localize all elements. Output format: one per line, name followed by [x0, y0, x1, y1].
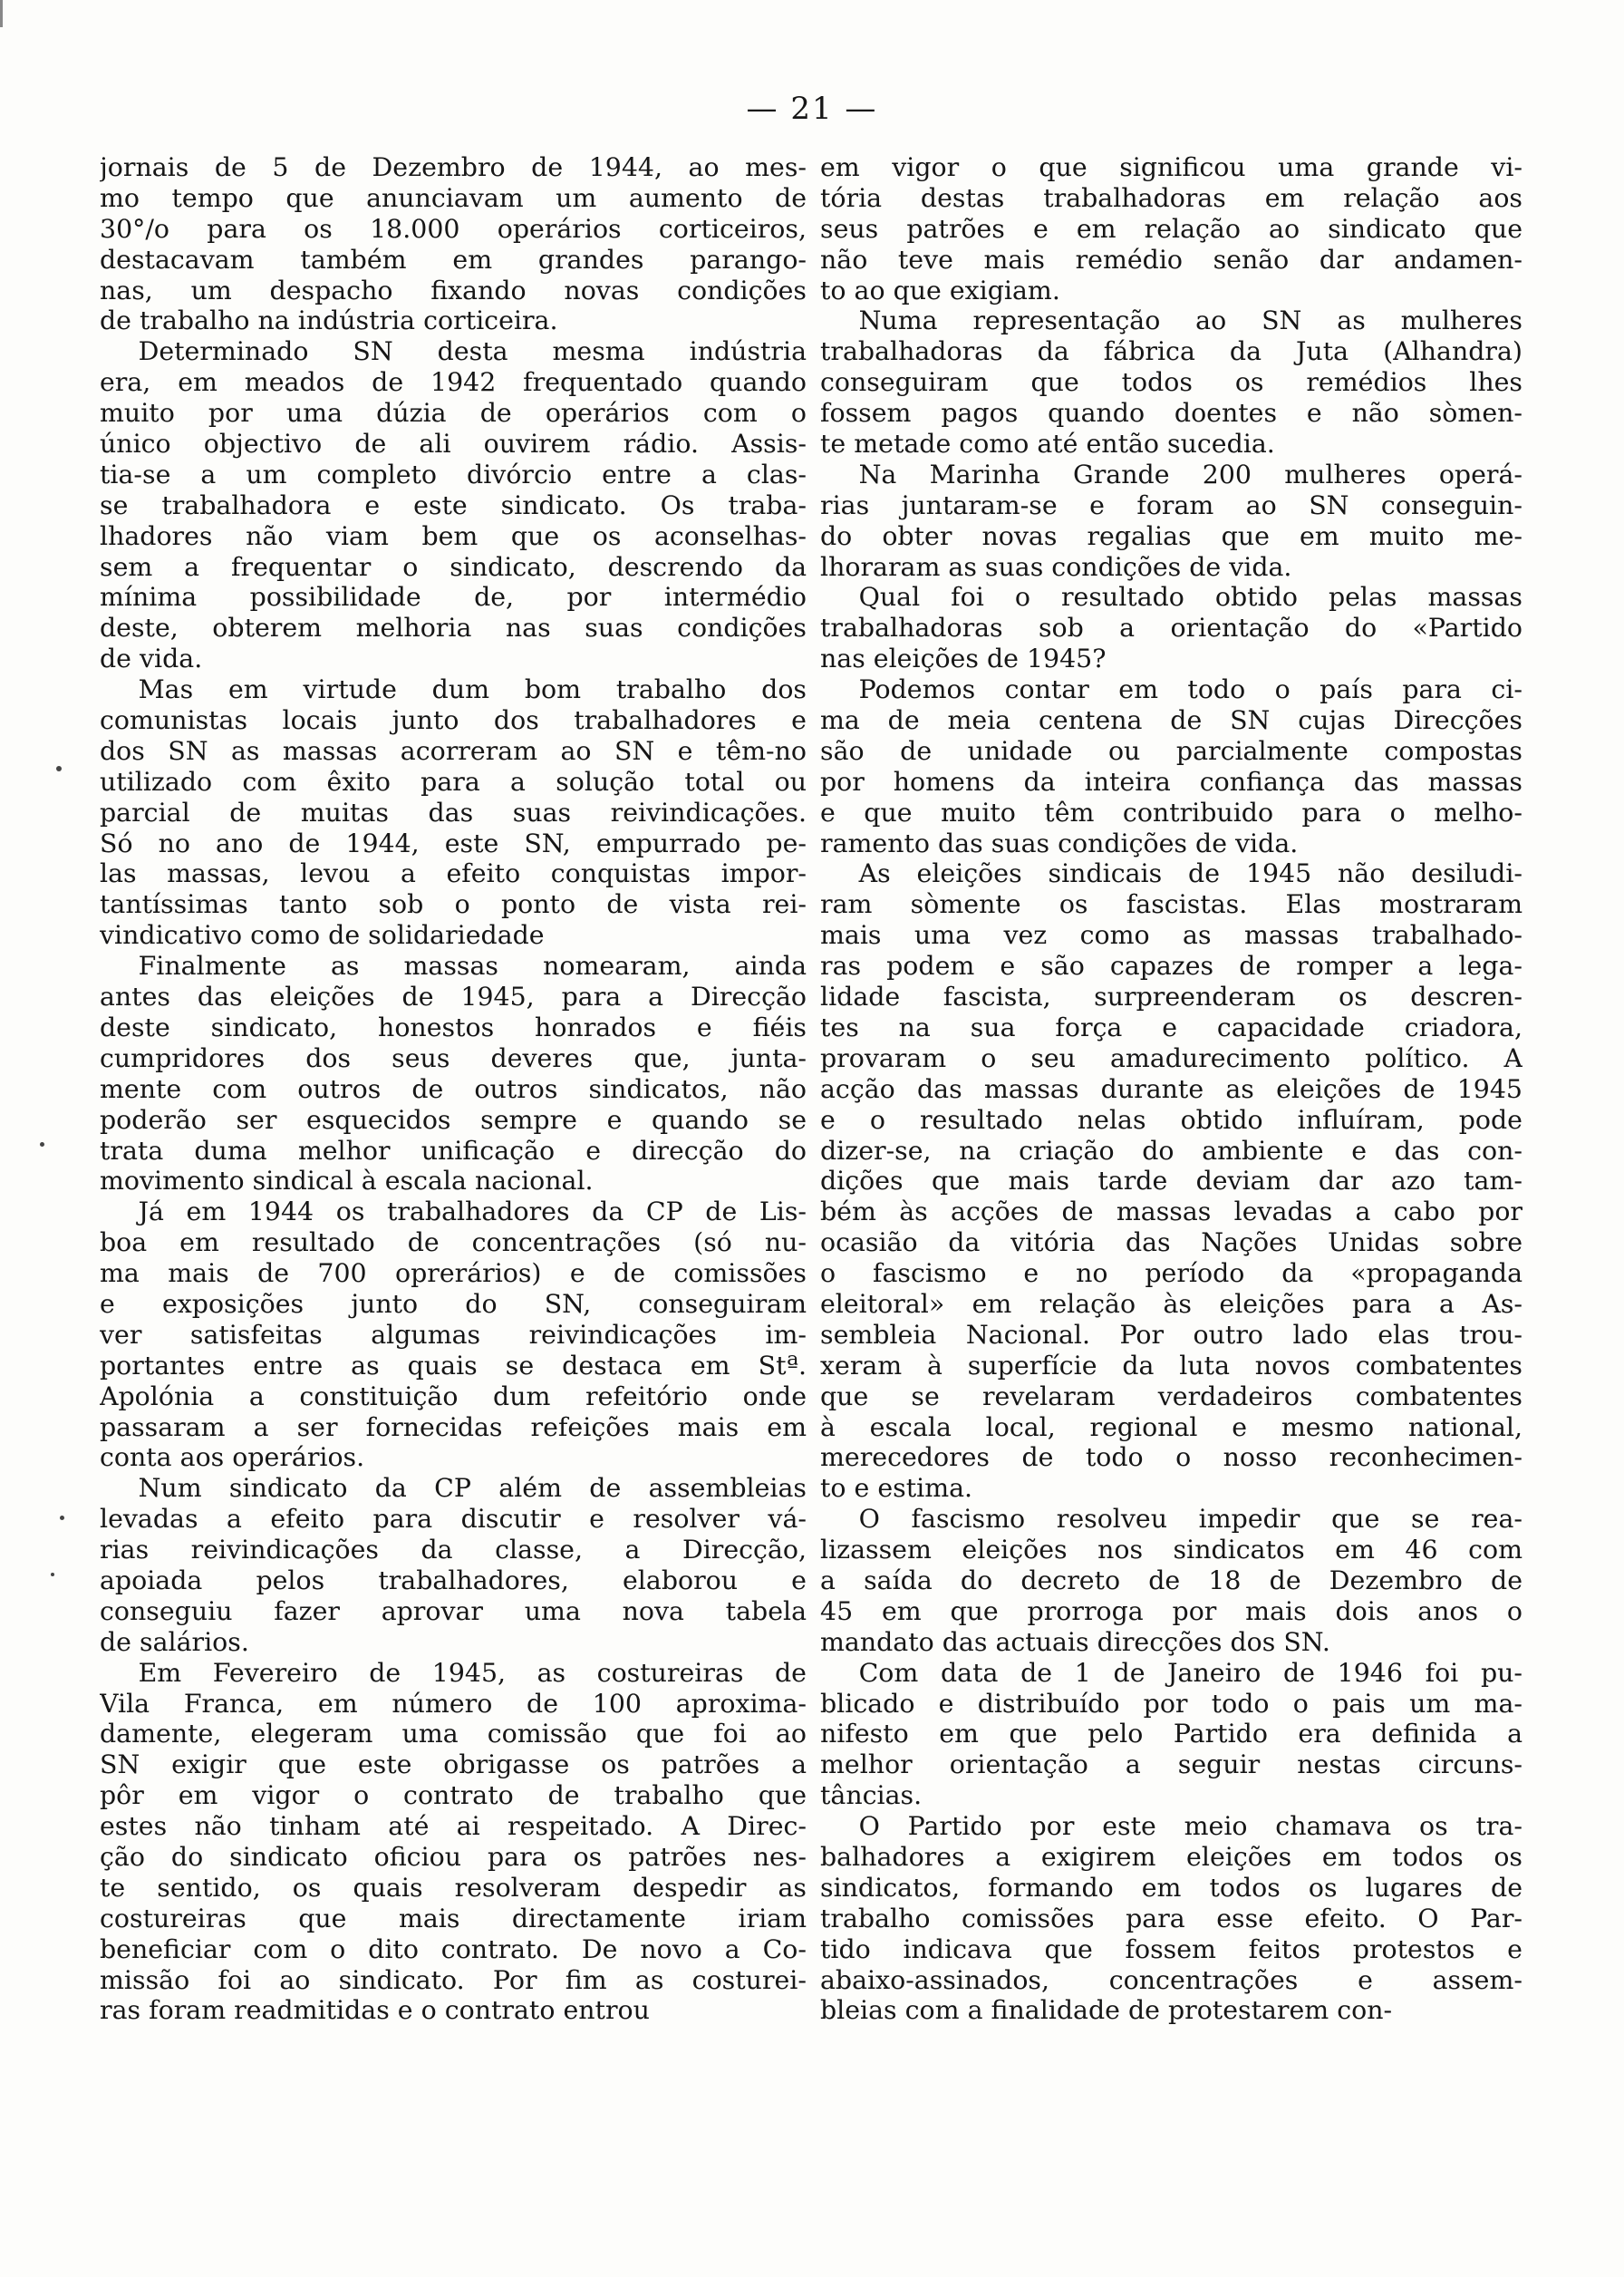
text-line: ma de meia centena de SN cujas Direcções	[820, 705, 1522, 736]
text-line: to e estima.	[820, 1473, 973, 1504]
text-line: balhadores a exigirem eleições em todos os	[820, 1841, 1522, 1872]
text-line: mínima possibilidade de, por intermédio	[100, 582, 807, 613]
text-line: portantes entre as quais se destaca em Stª.	[100, 1350, 807, 1381]
text-line: à escala local, regional e mesmo national,	[820, 1411, 1522, 1442]
text-line: único objectivo de ali ouvirem rádio. Assis-	[100, 429, 807, 460]
text-line: de trabalho na indústria corticeira.	[100, 305, 558, 336]
text-line: não teve mais remédio senão dar andamen-	[820, 244, 1522, 275]
text-line: nas eleições de 1945?	[820, 644, 1107, 674]
text-line: Numa representação ao SN as mulheres	[820, 305, 1522, 336]
text-line: comunistas locais junto dos trabalhadores e	[100, 705, 807, 736]
text-line: provaram o seu amadurecimento político. A	[820, 1042, 1522, 1073]
scan-speck	[51, 1573, 54, 1576]
text-line: por homens da inteira confiança das massas	[820, 766, 1522, 797]
text-line: ram sòmente os fascistas. Elas mostraram	[820, 889, 1522, 920]
text-line: boa em resultado de concentrações (só nu-	[100, 1227, 807, 1258]
text-line: lhoraram as suas condições de vida.	[820, 551, 1292, 582]
text-line: cumpridores dos seus deveres que, junta-	[100, 1042, 807, 1073]
text-line: passaram a ser fornecidas refeições mais em	[100, 1411, 807, 1442]
text-line: conta aos operários.	[100, 1442, 365, 1473]
text-line: Com data de 1 de Janeiro de 1946 foi pu-	[820, 1657, 1522, 1688]
text-line: nifesto em que pelo Partido era definida a	[820, 1719, 1522, 1749]
text-line: a saída do decreto de 18 de Dezembro de	[820, 1565, 1522, 1595]
text-line: fossem pagos quando doentes e não sòmen-	[820, 398, 1522, 429]
text-line: missão foi ao sindicato. Por fim as costurei-	[100, 1964, 807, 1995]
text-line: O Partido por este meio chamava os tra-	[820, 1811, 1522, 1842]
text-line: xeram à superfície da luta novos combatentes	[820, 1350, 1522, 1381]
text-line: beneficiar com o dito contrato. De novo a Co-	[100, 1933, 807, 1964]
text-line: de salários.	[100, 1626, 249, 1657]
text-line: ras podem e são capazes de romper a lega-	[820, 951, 1522, 982]
right-text-column	[820, 152, 1522, 2026]
text-line: conseguiu fazer aprovar uma nova tabela	[100, 1595, 807, 1626]
text-line: rias reivindicações da classe, a Direcção,	[100, 1535, 807, 1565]
text-line: bém às acções de massas levadas a cabo por	[820, 1197, 1522, 1227]
text-line: lizassem eleições nos sindicatos em 46 com	[820, 1535, 1522, 1565]
text-line: do obter novas regalias que em muito me-	[820, 520, 1522, 551]
text-line: movimento sindical à escala nacional.	[100, 1166, 594, 1197]
scan-speck	[40, 1142, 44, 1147]
text-line: sem a frequentar o sindicato, descrendo da	[100, 551, 807, 582]
text-line: 45 em que prorroga por mais dois anos o	[820, 1595, 1522, 1626]
text-line: merecedores de todo o nosso reconhecimen-	[820, 1442, 1522, 1473]
scan-speck	[60, 1516, 64, 1520]
text-line: poderão ser esquecidos sempre e quando se	[100, 1104, 807, 1135]
text-line: utilizado com êxito para a solução total ou	[100, 766, 807, 797]
text-line: estes não tinham até ai respeitado. A Direc-	[100, 1811, 807, 1842]
left-text-column	[100, 152, 807, 2026]
text-line: ramento das suas condições de vida.	[820, 828, 1299, 858]
text-line: blicado e distribuído por todo o pais um ma-	[820, 1688, 1522, 1719]
text-line: Em Fevereiro de 1945, as costureiras de	[100, 1657, 807, 1688]
text-line: trabalho comissões para esse efeito. O Par-	[820, 1903, 1522, 1933]
text-line: lhadores não viam bem que os aconselhas-	[100, 520, 807, 551]
text-line: e exposições junto do SN, conseguiram	[100, 1288, 807, 1319]
text-line: trabalhadoras sob a orientação do «Partido	[820, 613, 1522, 644]
text-line: tes na sua força e capacidade criadora,	[820, 1012, 1522, 1042]
text-line: se trabalhadora e este sindicato. Os traba-	[100, 489, 807, 520]
text-line: As eleições sindicais de 1945 não desiludi-	[820, 858, 1522, 889]
text-line: deste, obterem melhoria nas suas condições	[100, 613, 807, 644]
text-line: ção do sindicato oficiou para os patrões nes-	[100, 1841, 807, 1872]
text-line: em vigor o que significou uma grande vi-	[820, 152, 1522, 182]
text-line: e o resultado nelas obtido influíram, pode	[820, 1104, 1522, 1135]
text-line: melhor orientação a seguir nestas circuns-	[820, 1749, 1522, 1780]
text-line: las massas, levou a efeito conquistas impor-	[100, 858, 807, 889]
text-line: Só no ano de 1944, este SN, empurrado pe-	[100, 828, 807, 858]
text-line: vindicativo como de solidariedade	[100, 920, 545, 951]
text-line: Podemos contar em todo o país para ci-	[820, 674, 1522, 705]
text-line: Mas em virtude dum bom trabalho dos	[100, 674, 807, 705]
text-line: O fascismo resolveu impedir que se rea-	[820, 1504, 1522, 1535]
text-line: ma mais de 700 oprerários) e de comissões	[100, 1258, 807, 1289]
text-line: bleias com a finalidade de protestarem con-	[820, 1995, 1393, 2026]
text-line: SN exigir que este obrigasse os patrões a	[100, 1749, 807, 1780]
text-line: Qual foi o resultado obtido pelas massas	[820, 582, 1522, 613]
text-line: tâncias.	[820, 1780, 923, 1811]
text-line: mais uma vez como as massas trabalhado-	[820, 920, 1522, 951]
text-line: ver satisfeitas algumas reivindicações im-	[100, 1319, 807, 1350]
text-line: o fascismo e no período da «propaganda	[820, 1258, 1522, 1289]
text-line: tia-se a um completo divórcio entre a clas-	[100, 459, 807, 489]
text-line: de vida.	[100, 644, 203, 674]
text-line: era, em meados de 1942 frequentado quando	[100, 367, 807, 398]
text-line: sindicatos, formando em todos os lugares de	[820, 1872, 1522, 1903]
text-line: trabalhadoras da fábrica da Juta (Alhandra)	[820, 336, 1522, 367]
text-line: tido indicava que fossem feitos protestos e	[820, 1933, 1522, 1964]
text-line: deste sindicato, honestos honrados e fiéis	[100, 1012, 807, 1042]
text-line: Finalmente as massas nomearam, ainda	[100, 951, 807, 982]
text-line: Apolónia a constituição dum refeitório onde	[100, 1381, 807, 1411]
text-line: mandato das actuais direcções dos SN.	[820, 1626, 1330, 1657]
text-line: eleitoral» em relação às eleições para a As-	[820, 1288, 1522, 1319]
text-line: Vila Franca, em número de 100 aproxima-	[100, 1688, 807, 1719]
text-line: abaixo-assinados, concentrações e assem-	[820, 1964, 1522, 1995]
text-line: ras foram readmitidas e o contrato entrou	[100, 1995, 650, 2026]
text-line: te sentido, os quais resolveram despedir as	[100, 1872, 807, 1903]
text-line: Na Marinha Grande 200 mulheres operá-	[820, 459, 1522, 489]
text-line: sembleia Nacional. Por outro lado elas trou-	[820, 1319, 1522, 1350]
text-line: dizer-se, na criação do ambiente e das con-	[820, 1135, 1522, 1166]
text-line: Já em 1944 os trabalhadores da CP de Lis-	[100, 1197, 807, 1227]
text-line: dições que mais tarde deviam dar azo tam-	[820, 1166, 1522, 1197]
text-line: rias juntaram-se e foram ao SN conseguin-	[820, 489, 1522, 520]
text-line: que se revelaram verdadeiros combatentes	[820, 1381, 1522, 1411]
text-line: ocasião da vitória das Nações Unidas sobre	[820, 1227, 1522, 1258]
text-line: damente, elegeram uma comissão que foi ao	[100, 1719, 807, 1749]
text-line: mo tempo que anunciavam um aumento de	[100, 182, 807, 213]
text-line: tória destas trabalhadoras em relação aos	[820, 182, 1522, 213]
text-line: Determinado SN desta mesma indústria	[100, 336, 807, 367]
text-line: to ao que exigiam.	[820, 275, 1060, 305]
text-line: pôr em vigor o contrato de trabalho que	[100, 1780, 807, 1811]
text-line: costureiras que mais directamente iriam	[100, 1903, 807, 1933]
text-line: te metade como até então sucedia.	[820, 429, 1275, 460]
text-line: dos SN as massas acorreram ao SN e têm-no	[100, 735, 807, 766]
text-line: parcial de muitas das suas reivindicações.	[100, 797, 807, 828]
text-line: muito por uma dúzia de operários com o	[100, 398, 807, 429]
text-line: destacavam também em grandes parango-	[100, 244, 807, 275]
text-line: jornais de 5 de Dezembro de 1944, ao mes-	[100, 152, 807, 182]
text-line: acção das massas durante as eleições de 1945	[820, 1073, 1522, 1104]
text-line: Num sindicato da CP além de assembleias	[100, 1473, 807, 1504]
text-line: mente com outros de outros sindicatos, não	[100, 1073, 807, 1104]
page-number: — 21 —	[746, 91, 878, 127]
text-line: tantíssimas tanto sob o ponto de vista rei-	[100, 889, 807, 920]
text-line: são de unidade ou parcialmente compostas	[820, 735, 1522, 766]
text-line: apoiada pelos trabalhadores, elaborou e	[100, 1565, 807, 1595]
text-line: 30°/o para os 18.000 operários corticeiros,	[100, 213, 807, 244]
scan-speck	[56, 766, 62, 771]
text-line: e que muito têm contribuido para o melho-	[820, 797, 1522, 828]
text-line: trata duma melhor unificação e direcção do	[100, 1135, 807, 1166]
text-line: nas, um despacho fixando novas condições	[100, 275, 807, 305]
text-line: conseguiram que todos os remédios lhes	[820, 367, 1522, 398]
scan-edge-mark	[0, 0, 3, 27]
text-line: antes das eleições de 1945, para a Direcção	[100, 982, 807, 1013]
text-line: seus patrões e em relação ao sindicato que	[820, 213, 1522, 244]
text-line: levadas a efeito para discutir e resolver vá-	[100, 1504, 807, 1535]
text-line: lidade fascista, surpreenderam os descren-	[820, 982, 1522, 1013]
